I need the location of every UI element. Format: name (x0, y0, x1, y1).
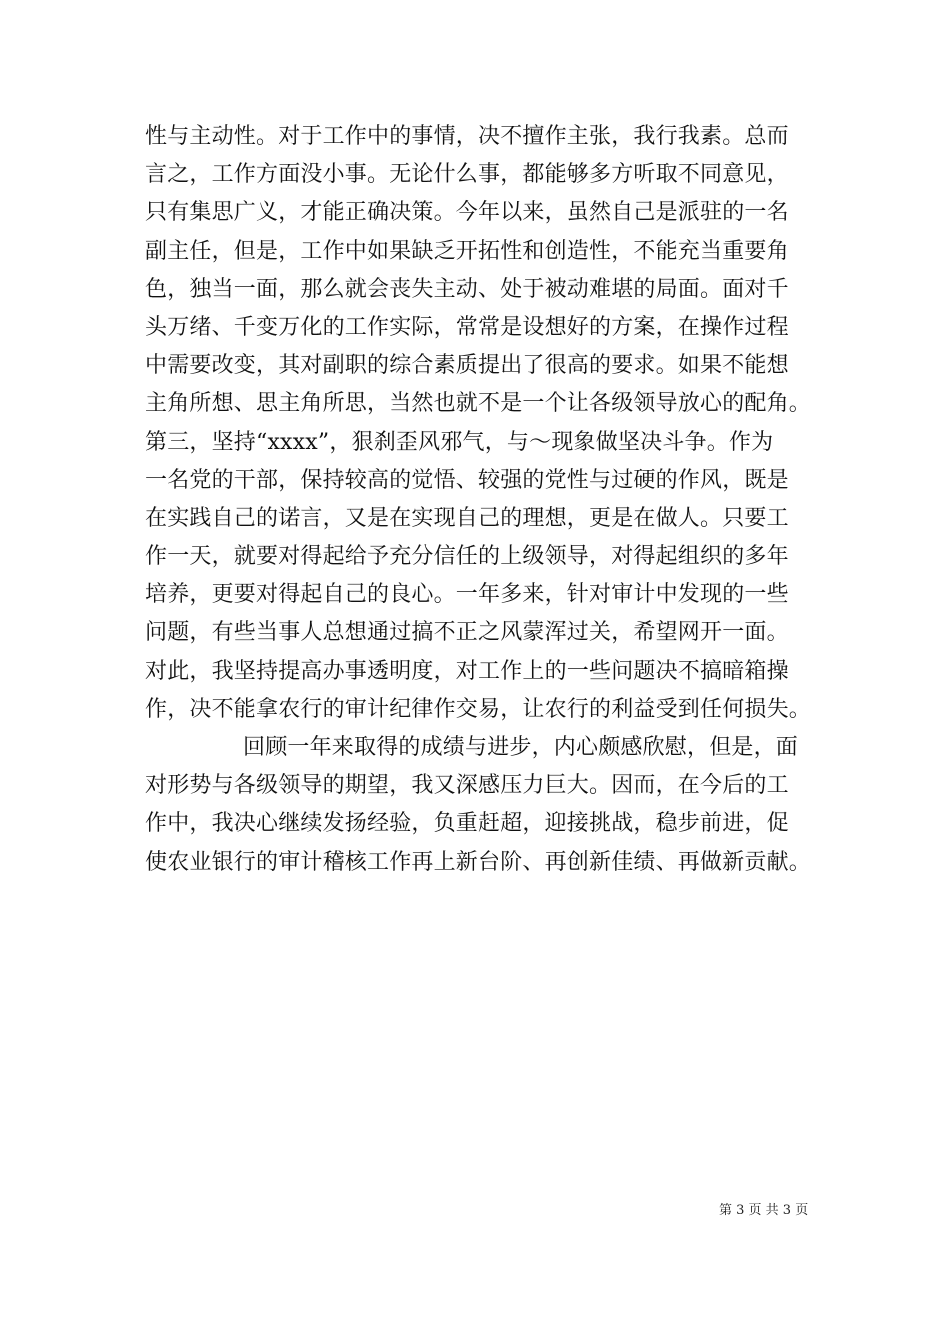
text-line: 问题，有些当事人总想通过搞不正之风蒙浑过关，希望网开一面。 (145, 620, 789, 646)
text-line: 只有集思广义，才能正确决策。今年以来，虽然自己是派驻的一名 (145, 200, 789, 226)
text-line: 言之，工作方面没小事。无论什么事，都能够多方听取不同意见， (145, 162, 789, 188)
page-number-footer: 第 3 页 共 3 页 (719, 1203, 809, 1218)
text-line: 使农业银行的审计稽核工作再上新台阶、再创新佳绩、再做新贡献。 (145, 849, 812, 875)
text-line: 对此，我坚持提高办事透明度，对工作上的一些问题决不搞暗箱操 (145, 658, 789, 684)
text-line: 主角所想、思主角所思，当然也就不是一个让各级领导放心的配角。 (145, 391, 812, 417)
text-line: 一名党的干部，保持较高的觉悟、较强的党性与过硬的作风，既是 (145, 467, 789, 493)
text-line: 在实践自己的诺言，又是在实现自己的理想，更是在做人。只要工 (145, 505, 789, 531)
paragraph-first-line: 回顾一年来取得的成绩与进步，内心颇感欣慰，但是，面 (243, 735, 799, 760)
text-line: 副主任，但是，工作中如果缺乏开拓性和创造性，不能充当重要角 (145, 238, 789, 264)
text-line: 性与主动性。对于工作中的事情，决不擅作主张，我行我素。总而 (145, 124, 789, 149)
text-line: 培养，更要对得起自己的良心。一年多来，针对审计中发现的一些 (145, 582, 789, 608)
text-line: 头万绪、千变万化的工作实际，常常是设想好的方案，在操作过程 (145, 314, 789, 340)
text-line: 作中，我决心继续发扬经验，负重赶超，迎接挑战，稳步前进，促 (145, 811, 789, 837)
text-line: 作，决不能拿农行的审计纪律作交易，让农行的利益受到任何损失。 (145, 696, 812, 722)
text-line: 色，独当一面，那么就会丧失主动、处于被动难堪的局面。面对千 (145, 276, 789, 302)
text-line: 对形势与各级领导的期望，我又深感压力巨大。因而，在今后的工 (145, 773, 789, 799)
body-text (145, 118, 815, 882)
text-line: 作一天，就要对得起给予充分信任的上级领导，对得起组织的多年 (145, 544, 789, 570)
text-line: 中需要改变，其对副职的综合素质提出了很高的要求。如果不能想 (145, 353, 789, 379)
text-line: 第三，坚持“xxxx”，狠刹歪风邪气，与～现象做坚决斗争。作为 (145, 429, 774, 455)
